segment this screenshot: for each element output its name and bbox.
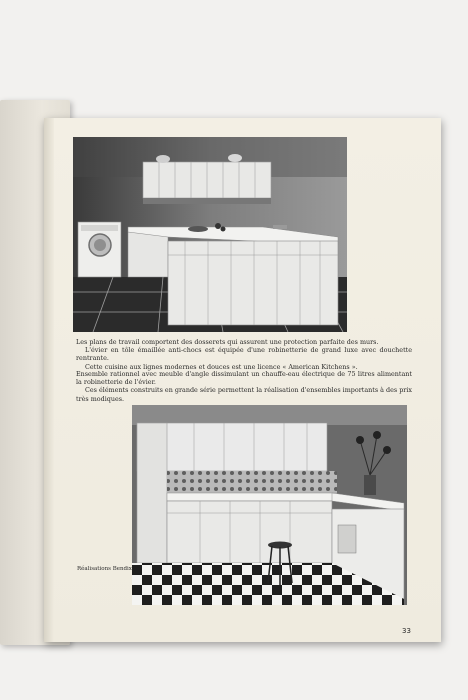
caption-bottom-line-2: Ces éléments construits en grande série permettent la réalisation d'ensembles importants à des prix très modiques. — [76, 386, 412, 403]
caption-top-line-2: L'évier en tôle émaillée anti-chocs est équipée d'une robinetterie de grand luxe avec douchette rentrante. — [76, 346, 412, 363]
page-gutter — [44, 118, 54, 642]
caption-bottom-line-1: Ensemble rationnel avec meuble d'angle dissimulant un chauffe-eau électrique de 75 litres alimentant la robinetterie de l'évier. — [76, 370, 412, 387]
caption-top — [76, 338, 412, 371]
caption-top-line-1: Les plans de travail comportent des dosserets qui assurent une protection parfaite des murs. — [76, 338, 379, 346]
caption-bottom — [76, 370, 412, 403]
caption-top-line-3: Cette cuisine aux lignes modernes et douces est une licence « American Kitchens ». — [85, 362, 358, 371]
kitchen-photo-top — [73, 137, 347, 332]
page-number: 33 — [402, 627, 411, 635]
kitchen-photo-bottom — [132, 405, 407, 605]
photo-credit: Réalisations Bendix. — [77, 566, 134, 572]
